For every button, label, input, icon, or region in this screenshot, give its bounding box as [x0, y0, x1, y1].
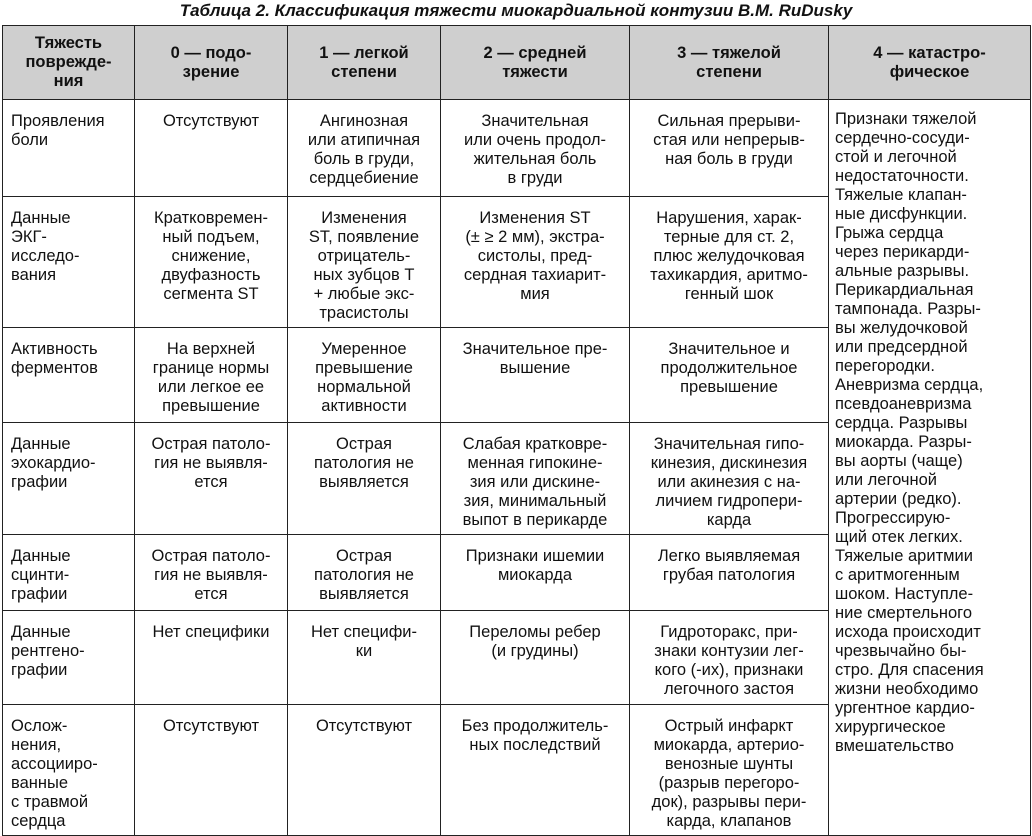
table-cell: Сильная прерыви- стая или непрерыв- ная боль в груди — [630, 100, 829, 197]
header-grade-0: 0 — подо- зрение — [135, 26, 288, 100]
table-cell: Отсутствуют — [135, 705, 288, 836]
row-label: Активность ферментов — [3, 328, 135, 423]
table-cell: Острая патология не выявляется — [288, 423, 441, 535]
table-cell: Значительное пре- вышение — [441, 328, 630, 423]
row-label: Данные сцинти- графии — [3, 535, 135, 611]
table-cell: Значительная гипо- кинезия, дискинезия или акинезия с на- личием гидропери- карда — [630, 423, 829, 535]
row-label: Ослож- нения, ассоцииро- ванные с травмой сердца — [3, 705, 135, 836]
table-cell: Слабая кратковре- менная гипокине- зия или дискине- зия, минимальный выпот в перикарде — [441, 423, 630, 535]
row-label: Данные эхокардио- графии — [3, 423, 135, 535]
row-label: Данные ЭКГ- исследо- вания — [3, 197, 135, 328]
header-grade-2: 2 — средней тяжести — [441, 26, 630, 100]
table-cell: Острая патоло- гия не выявля- ется — [135, 535, 288, 611]
header-grade-1: 1 — легкой степени — [288, 26, 441, 100]
table-cell: Отсутствуют — [288, 705, 441, 836]
table-cell: Отсутствуют — [135, 100, 288, 197]
table-cell: Значительная или очень продол- жительная боль в груди — [441, 100, 630, 197]
table-cell: Гидроторакс, при- знаки контузии лег- кого (-их), признаки легочного застоя — [630, 611, 829, 705]
table-cell: Кратковремен- ный подъем, снижение, двуфазность сегмента ST — [135, 197, 288, 328]
table-cell: Значительное и продолжительное превышение — [630, 328, 829, 423]
table-cell: Переломы ребер (и грудины) — [441, 611, 630, 705]
catastrophic-description: Признаки тяжелой сердечно-сосуди- стой и легочной недостаточности. Тяжелые клапан- ные дисфункции. Грыжа сердца через перикарди- альные разрывы. Перикардиальная тампонада. Разры- вы желудочковой или предсердной перегородки. Аневризма сердца, псевдоаневризма сердца. Разрывы миокарда. Разры- вы аорты (чаще) или легочной артерии (редко). Прогрессирую- щий отек легких. Тяжелые аритмии с аритмогенным шоком. Наступле- ние смертельного исхода происходит чрезвычайно бы- стро. Для спасения жизни необходимо ургентное кардио- хирургическое вмешательство — [829, 100, 1031, 836]
severity-table — [2, 25, 1031, 836]
table-cell: Легко выявляемая грубая патология — [630, 535, 829, 611]
header-grade-3: 3 — тяжелой степени — [630, 26, 829, 100]
table-cell: Умеренное превышение нормальной активности — [288, 328, 441, 423]
table-cell: На верхней границе нормы или легкое ее превышение — [135, 328, 288, 423]
table-cell: Признаки ишемии миокарда — [441, 535, 630, 611]
table-cell: Ангинозная или атипичная боль в груди, сердцебиение — [288, 100, 441, 197]
table-cell: Острый инфаркт миокарда, артерио- венозные шунты (разрыв перегоро- док), разрывы пери- карда, клапанов — [630, 705, 829, 836]
table-cell: Без продолжитель- ных последствий — [441, 705, 630, 836]
table-cell: Острая патоло- гия не выявля- ется — [135, 423, 288, 535]
row-label: Проявления боли — [3, 100, 135, 197]
row-label: Данные рентгено- графии — [3, 611, 135, 705]
table-cell: Изменения ST, появление отрицатель- ных зубцов T + любые экс- трасистолы — [288, 197, 441, 328]
table-cell: Изменения ST (± ≥ 2 мм), экстра- систолы, пред- сердная тахиарит- мия — [441, 197, 630, 328]
table-caption: Таблица 2. Классификация тяжести миокардиальной контузии B.M. RuDusky — [179, 1, 853, 20]
header-grade-4: 4 — катастро- фическое — [829, 26, 1031, 100]
header-severity: Тяжесть поврежде- ния — [3, 26, 135, 100]
table-row — [3, 100, 1031, 197]
table-cell: Нарушения, харак- терные для ст. 2, плюс желудочковая тахикардия, аритмо- генный шок — [630, 197, 829, 328]
table-cell: Нет специфики — [135, 611, 288, 705]
table-cell: Нет специфи- ки — [288, 611, 441, 705]
table-cell: Острая патология не выявляется — [288, 535, 441, 611]
